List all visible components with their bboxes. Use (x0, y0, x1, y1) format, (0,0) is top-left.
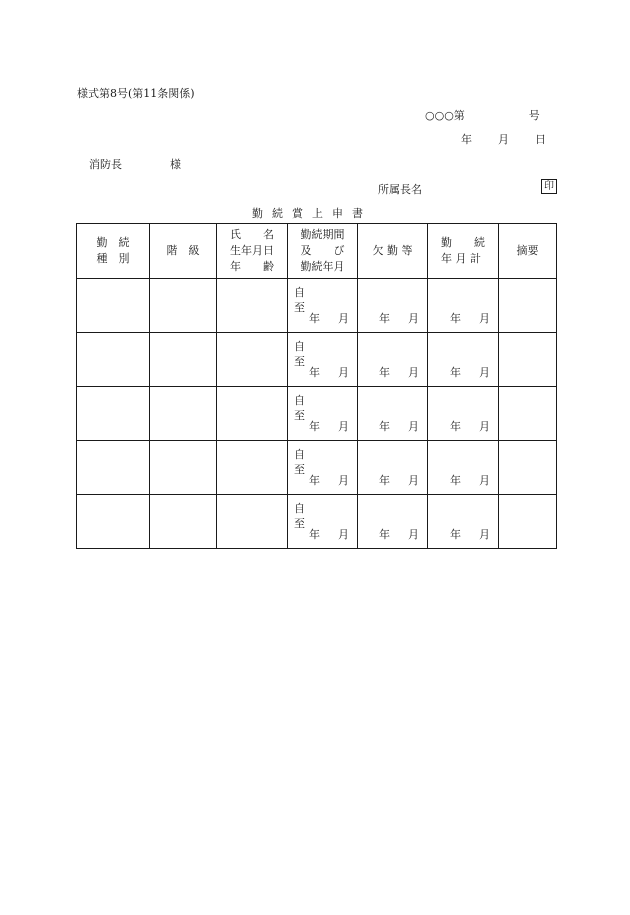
absence-year-month: 年 月 (379, 312, 419, 325)
date-line (461, 131, 546, 147)
cell-remarks[interactable] (499, 279, 557, 333)
period-year-month: 年 月 (309, 420, 349, 433)
doc-number-prefix: ○○○第 (425, 109, 465, 122)
cell-absence[interactable] (358, 279, 428, 333)
affiliation-label: 所属長名 (378, 183, 422, 196)
table-header-row (77, 224, 557, 279)
period-from-label: 自 (294, 394, 305, 407)
table-row (77, 387, 557, 441)
cell-remarks[interactable] (499, 495, 557, 549)
cell-service-total[interactable] (428, 441, 499, 495)
form-number: 様式第8号(第11条関係) (77, 87, 195, 100)
addressee-line (89, 156, 181, 172)
table-body (77, 279, 557, 549)
cell-rank[interactable] (150, 441, 217, 495)
cell-rank[interactable] (150, 495, 217, 549)
period-from-label: 自 (294, 448, 305, 461)
cell-absence[interactable] (358, 387, 428, 441)
date-day: 日 (535, 133, 546, 146)
cell-service-period[interactable] (288, 279, 358, 333)
cell-service-total[interactable] (428, 495, 499, 549)
period-year-month: 年 月 (309, 312, 349, 325)
cell-service-total[interactable] (428, 279, 499, 333)
award-application-table (76, 223, 557, 549)
cell-service-type[interactable] (77, 279, 150, 333)
cell-name-birth-age[interactable] (217, 387, 288, 441)
cell-service-period[interactable] (288, 333, 358, 387)
cell-name-birth-age[interactable] (217, 279, 288, 333)
document-number-line (425, 107, 540, 123)
table-row (77, 333, 557, 387)
cell-remarks[interactable] (499, 333, 557, 387)
period-to-label: 至 (294, 355, 305, 368)
cell-name-birth-age[interactable] (217, 333, 288, 387)
cell-service-total[interactable] (428, 387, 499, 441)
period-from-label: 自 (294, 286, 305, 299)
absence-year-month: 年 月 (379, 366, 419, 379)
date-month: 月 (498, 133, 509, 146)
cell-service-type[interactable] (77, 333, 150, 387)
header-absence: 欠 勤 等 (358, 224, 428, 279)
cell-remarks[interactable] (499, 387, 557, 441)
cell-service-type[interactable] (77, 495, 150, 549)
total-year-month: 年 月 (450, 420, 490, 433)
header-service-total: 勤 続 年 月 計 (428, 224, 499, 279)
cell-absence[interactable] (358, 495, 428, 549)
cell-absence[interactable] (358, 441, 428, 495)
cell-service-type[interactable] (77, 441, 150, 495)
cell-service-period[interactable] (288, 441, 358, 495)
table-row (77, 441, 557, 495)
period-to-label: 至 (294, 301, 305, 314)
period-from-label: 自 (294, 502, 305, 515)
cell-service-period[interactable] (288, 495, 358, 549)
cell-name-birth-age[interactable] (217, 441, 288, 495)
absence-year-month: 年 月 (379, 474, 419, 487)
period-year-month: 年 月 (309, 528, 349, 541)
period-to-label: 至 (294, 409, 305, 422)
table-row (77, 279, 557, 333)
total-year-month: 年 月 (450, 528, 490, 541)
period-year-month: 年 月 (309, 366, 349, 379)
doc-number-suffix: 号 (528, 109, 540, 122)
absence-year-month: 年 月 (379, 420, 419, 433)
honorific: 様 (170, 158, 181, 171)
period-to-label: 至 (294, 463, 305, 476)
document-title: 勤続賞上申書 (252, 207, 372, 220)
cell-rank[interactable] (150, 387, 217, 441)
header-name-birth-age: 氏 名 生年月日 年 齢 (217, 224, 288, 279)
cell-name-birth-age[interactable] (217, 495, 288, 549)
cell-absence[interactable] (358, 333, 428, 387)
header-rank: 階 級 (150, 224, 217, 279)
addressee: 消防長 (89, 158, 122, 171)
seal-stamp-box: 印 (541, 179, 557, 194)
header-service-type: 勤 続 種 別 (77, 224, 150, 279)
cell-rank[interactable] (150, 279, 217, 333)
total-year-month: 年 月 (450, 366, 490, 379)
cell-remarks[interactable] (499, 441, 557, 495)
header-service-period: 勤続期間 及 び 勤続年月 (288, 224, 358, 279)
cell-rank[interactable] (150, 333, 217, 387)
table-row (77, 495, 557, 549)
period-year-month: 年 月 (309, 474, 349, 487)
absence-year-month: 年 月 (379, 528, 419, 541)
total-year-month: 年 月 (450, 312, 490, 325)
date-year: 年 (461, 133, 472, 146)
header-remarks: 摘要 (499, 224, 557, 279)
cell-service-period[interactable] (288, 387, 358, 441)
period-to-label: 至 (294, 517, 305, 530)
period-from-label: 自 (294, 340, 305, 353)
cell-service-total[interactable] (428, 333, 499, 387)
total-year-month: 年 月 (450, 474, 490, 487)
cell-service-type[interactable] (77, 387, 150, 441)
